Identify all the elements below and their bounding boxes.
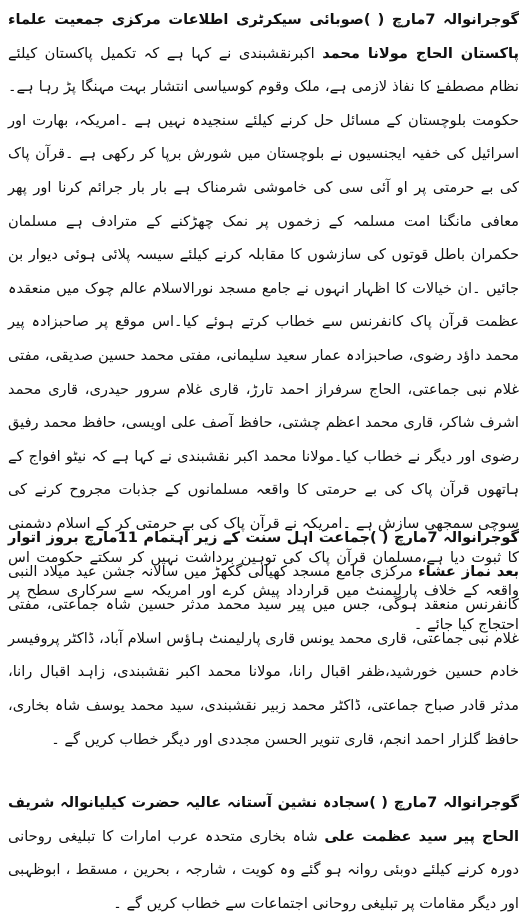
dateline: گوجرانوالہ 7مارچ (	[381, 794, 520, 811]
body-text: شاہ بخاری متحدہ عرب امارات کا تبلیغی روحانی دورہ کرنے کیلئے دوبئی روانہ ہو گئے وہ کویت ، شارجہ ، بحرین ، مسقط ، ابوظہبی اور دیگر مقامات پر تبلیغی روحانی اجتماعات سے خطاب کریں گے ۔	[8, 827, 519, 912]
lead-text: )صوبائی سیکرٹری اطلاعات مرکزی جمعیت علماء پاکستان الحاج مولانا محمد	[8, 11, 520, 62]
news-item-3	[8, 786, 519, 920]
dateline: گوجرانوالہ 7مارچ (	[377, 11, 520, 28]
body-text: مرکزی جامع مسجد کھیالی گکھڑ میں سالانہ جشن عید میلاد النبی کانفرنس منعقد ہوگی، جس میں پیر سید محمد مدثر حسین شاہ جماعتی، مفتی غلام نبی جماعتی، قاری محمد یونس قاری پارلیمنٹ ہاؤس اسلام آباد، ڈاکٹر پروفیسر خادم حسین خورشید،ظفر اقبال رانا، مولانا محمد اکبر نقشبندی، زاہد اقبال رانا، مدثر قادر صباح جماعتی، ڈاکٹر محمد زبیر نقشبندی، سید محمد یوسف شاہ بخاری، حافظ گلزار احمد انجم، قاری تنویر الحسن مجددی اور دیگر خطاب کریں گے ۔	[8, 562, 519, 748]
dateline: گوجرانوالہ 7مارچ (	[381, 529, 520, 546]
body-text: اکبرنقشبندی نے کہا ہے کہ تکمیل پاکستان کیلئے نظام مصطفےٰ کا نفاذ لازمی ہے، ملک وقوم کوسیاسی انتشار بہت مہنگا پڑ رہا ہے۔حکومت بلوچستان کے مسائل حل کرنے کیلئے سنجیدہ نہیں ہے ۔امریکہ، بھارت اور اسرائیل کی خفیہ ایجنسیوں نے بلوچستان میں شورش برپا کر رکھی ہے ۔قرآن پاک کی بے حرمتی پر او آئی سی کی خاموشی شرمناک ہے بار بار جرائم کرنا اور پھر معافی مانگنا امت مسلمہ کے زخموں پر نمک چھڑکنے کے مترادف ہے مسلمان حکمران باطل قوتوں کی سازشوں کا مقابلہ کرنے کیلئے سیسہ پلائی ہوئی دیوار بن جائیں ۔ان خیالات کا اظہار انہوں نے جامع مسجد نورالاسلام عالم چوک میں منعقدہ عظمت قرآن پاک کانفرنس سے خطاب کرتے ہوئے کیا۔اس موقع پر صاحبزادہ پیر محمد داؤد رضوی، صاحبزادہ عمار سعید سلیمانی، مفتی محمد حسین صدیقی، مفتی غلام نبی جماعتی، الحاج سرفراز احمد تارڑ، قاری غلام سرور حیدری، قاری محمد اشرف شاکر، قاری محمد اعظم چشتی، حافظ آصف علی اویسی، حافظ محمد رفیق رضوی اور دیگر نے خطاب کیا۔مولانا محمد اکبر نقشبندی نے کہا ہے کہ نیٹو افواج کے ہاتھوں قرآن پاک کی بے حرمتی کا واقعہ مسلمانوں کے جذبات مجروح کرنے کی سوچی سمجھی سازش ہے ۔امریکہ نے قرآن پاک کی بے حرمتی کر کے اسلام دشمنی کا ثبوت دیا ہے،مسلمان قرآن پاک کی توہین برداشت نہیں کر سکتے حکومت اس واقعہ کے خلاف پارلیمنٹ میں قرارداد پیش کرے اور امریکہ سے سرکاری سطح پر احتجاج کیا جائے ۔	[8, 44, 519, 633]
lead-text: )سجادہ نشین آستانہ عالیہ حضرت کیلیانوالہ شریف الحاج پیر سید عظمت علی	[8, 794, 520, 845]
news-item-2	[8, 521, 519, 756]
lead-text: )جماعت اہل سنت کے زیر اہتمام 11مارچ بروز اتوار بعد نماز عشاء	[8, 529, 519, 580]
